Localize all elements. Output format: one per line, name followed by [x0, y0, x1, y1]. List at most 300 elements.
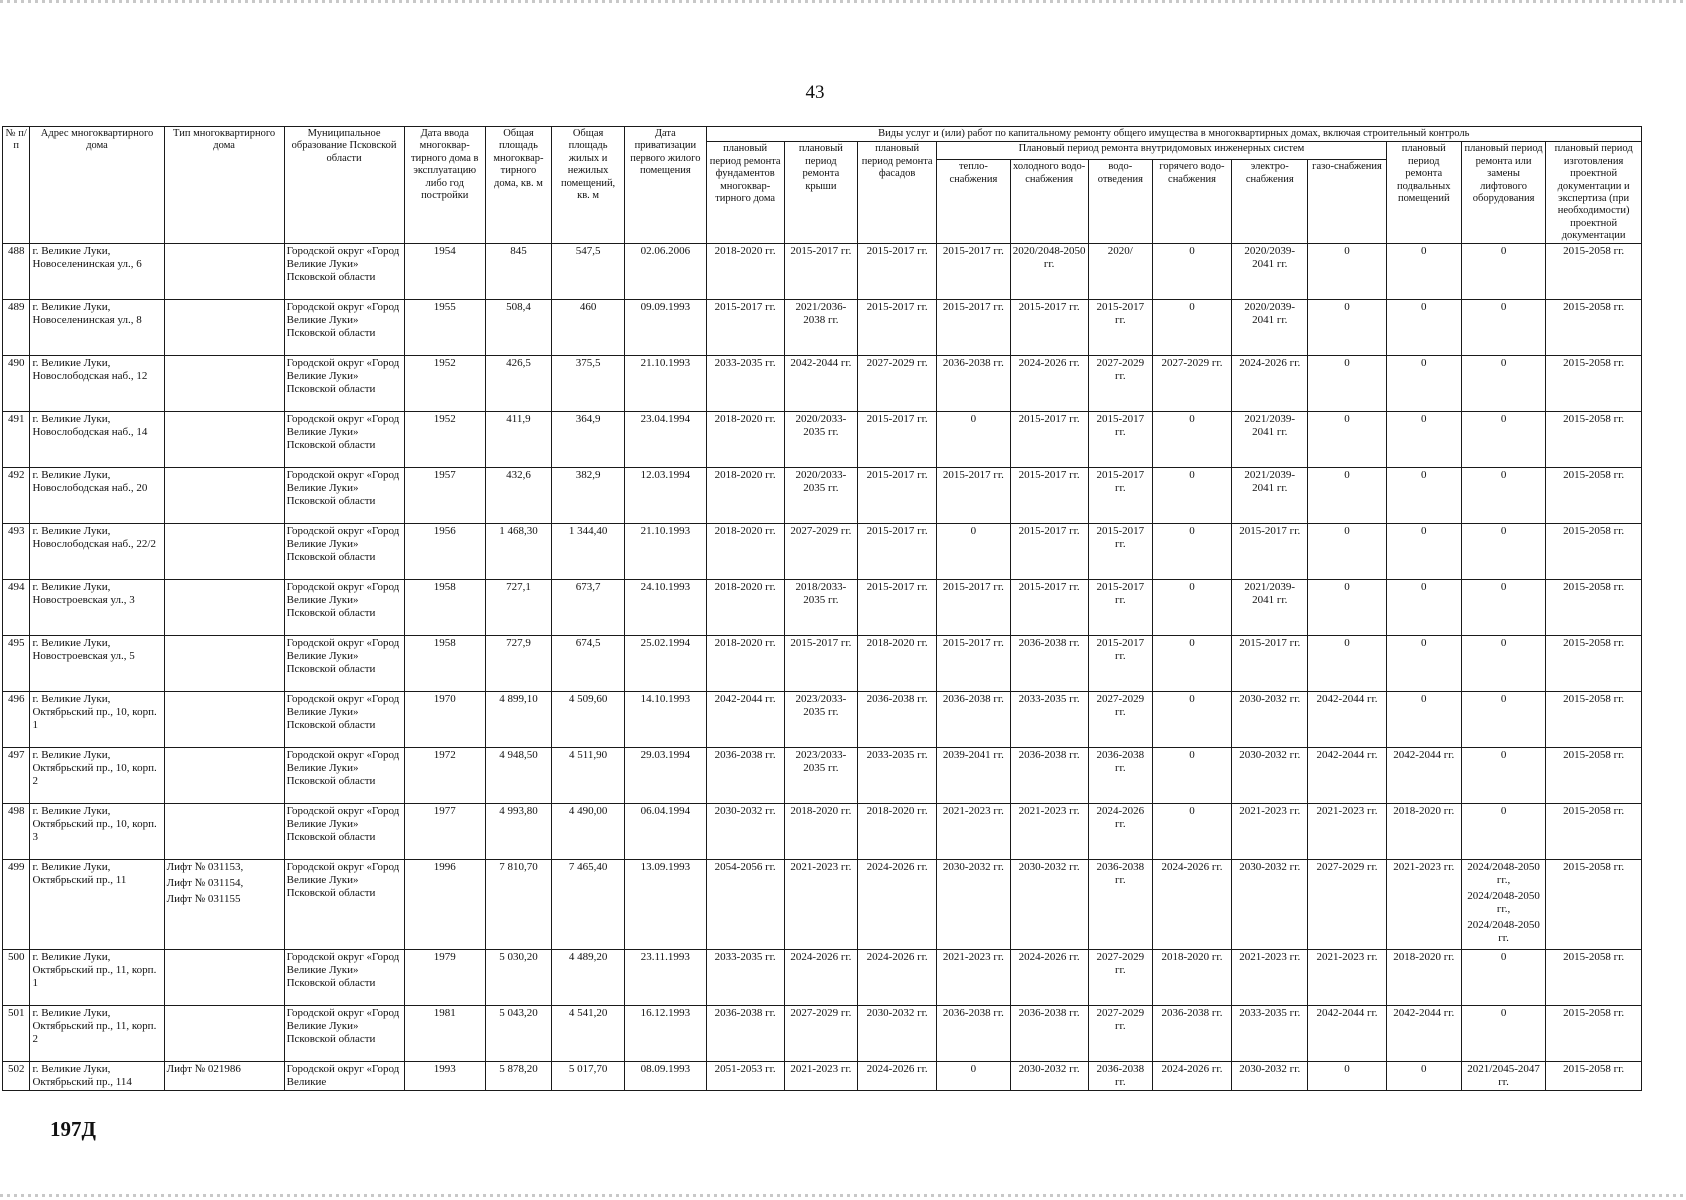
header-address: Адрес многоквартирного дома: [30, 127, 164, 244]
cell-sewer: 2015-2017 гг.: [1088, 636, 1152, 692]
cell-cold-water: 2024-2026 гг.: [1010, 356, 1088, 412]
cell-electric: 2021/2039-2041 гг.: [1232, 468, 1308, 524]
header-sewer: водо-отведения: [1088, 160, 1152, 244]
cell-total-area: 727,9: [485, 636, 551, 692]
cell-electric: 2020/2039-2041 гг.: [1232, 300, 1308, 356]
table-row: [3, 804, 1642, 860]
cell-gas: 2027-2029 гг.: [1308, 860, 1386, 950]
cell-basement: 0: [1386, 580, 1461, 636]
cell-year: 1958: [404, 636, 485, 692]
cell-basement: 0: [1386, 1062, 1461, 1091]
cell-facade: 2018-2020 гг.: [858, 804, 937, 860]
cell-address: г. Великие Луки, Октябрьский пр., 11, корп. 2: [30, 1006, 164, 1062]
cell-gas: 2042-2044 гг.: [1308, 692, 1386, 748]
cell-foundation: 2030-2032 гг.: [706, 804, 784, 860]
cell-cold-water: 2021-2023 гг.: [1010, 804, 1088, 860]
cell-year: 1957: [404, 468, 485, 524]
cell-elevator: 0: [1461, 950, 1545, 1006]
cell-hot-water: 2027-2029 гг.: [1152, 356, 1231, 412]
cell-num: 495: [3, 636, 30, 692]
cell-hot-water: 0: [1152, 468, 1231, 524]
cell-facade: 2015-2017 гг.: [858, 580, 937, 636]
cell-total-area: 432,6: [485, 468, 551, 524]
cell-municipality: Городской округ «Город Великие Луки» Псковской области: [284, 748, 404, 804]
cell-foundation: 2018-2020 гг.: [706, 580, 784, 636]
cell-sewer: 2015-2017 гг.: [1088, 412, 1152, 468]
cell-facade: 2015-2017 гг.: [858, 412, 937, 468]
cell-cold-water: 2015-2017 гг.: [1010, 580, 1088, 636]
cell-address: г. Великие Луки, Октябрьский пр., 10, корп. 2: [30, 748, 164, 804]
cell-elevator: [1461, 860, 1545, 950]
header-systems-group: Плановый период ремонта внутридомовых инженерных систем: [937, 142, 1386, 160]
cell-municipality: Городской округ «Город Великие Луки» Псковской области: [284, 300, 404, 356]
cell-basement: 0: [1386, 300, 1461, 356]
cell-municipality: Городской округ «Город Великие Луки» Псковской области: [284, 412, 404, 468]
cell-foundation: 2054-2056 гг.: [706, 860, 784, 950]
cell-elevator: 0: [1461, 300, 1545, 356]
cell-year: 1979: [404, 950, 485, 1006]
cell-address: г. Великие Луки, Октябрьский пр., 114: [30, 1062, 164, 1091]
cell-sewer: 2015-2017 гг.: [1088, 300, 1152, 356]
cell-basement: 2018-2020 гг.: [1386, 950, 1461, 1006]
cell-roof: 2027-2029 гг.: [784, 1006, 857, 1062]
cell-num: 494: [3, 580, 30, 636]
cell-living-area: 674,5: [551, 636, 624, 692]
cell-hot-water: 2024-2026 гг.: [1152, 860, 1231, 950]
cell-hot-water: 0: [1152, 524, 1231, 580]
cell-type: [164, 356, 284, 412]
cell-hot-water: 0: [1152, 580, 1231, 636]
cell-year: 1970: [404, 692, 485, 748]
table-row: [3, 860, 1642, 950]
cell-address: г. Великие Луки, Новостроевская ул., 5: [30, 636, 164, 692]
cell-elevator: 0: [1461, 524, 1545, 580]
cell-living-area: 7 465,40: [551, 860, 624, 950]
cell-num: 490: [3, 356, 30, 412]
cell-electric: 2015-2017 гг.: [1232, 524, 1308, 580]
cell-cold-water: 2036-2038 гг.: [1010, 636, 1088, 692]
cell-type: [164, 468, 284, 524]
cell-gas: 0: [1308, 412, 1386, 468]
lift-entry: Лифт № 031155: [166, 893, 241, 906]
cell-design: 2015-2058 гг.: [1546, 300, 1642, 356]
cell-cold-water: 2024-2026 гг.: [1010, 950, 1088, 1006]
cell-roof: 2024-2026 гг.: [784, 950, 857, 1006]
cell-roof: 2020/2033-2035 гг.: [784, 412, 857, 468]
elevator-period: 2024/2048-2050 гг.: [1467, 919, 1540, 945]
cell-living-area: 382,9: [551, 468, 624, 524]
cell-address: г. Великие Луки, Новослободская наб., 14: [30, 412, 164, 468]
cell-total-area: 4 993,80: [485, 804, 551, 860]
cell-total-area: 4 899,10: [485, 692, 551, 748]
cell-year: 1952: [404, 412, 485, 468]
sheet-code: 197Д: [50, 1117, 96, 1141]
cell-gas: 2042-2044 гг.: [1308, 1006, 1386, 1062]
cell-address: г. Великие Луки, Октябрьский пр., 10, корп. 3: [30, 804, 164, 860]
cell-type: [164, 580, 284, 636]
header-type: Тип многоквартирного дома: [164, 127, 284, 244]
cell-living-area: 4 511,90: [551, 748, 624, 804]
cell-total-area: 5 030,20: [485, 950, 551, 1006]
cell-type: [164, 748, 284, 804]
cell-elevator: 0: [1461, 1006, 1545, 1062]
cell-municipality: Городской округ «Город Великие: [284, 1062, 404, 1091]
cell-privatization: 24.10.1993: [625, 580, 706, 636]
cell-elevator: 0: [1461, 412, 1545, 468]
cell-design: 2015-2058 гг.: [1546, 524, 1642, 580]
cell-elevator: 0: [1461, 748, 1545, 804]
lift-entry: Лифт № 031153,: [166, 861, 244, 874]
cell-hot-water: 2024-2026 гг.: [1152, 1062, 1231, 1091]
cell-year: 1996: [404, 860, 485, 950]
header-commissioning: Дата ввода многоквар-тирного дома в эксплуатацию либо год постройки: [404, 127, 485, 244]
cell-num: 499: [3, 860, 30, 950]
cell-heat: 2015-2017 гг.: [937, 580, 1010, 636]
cell-roof: 2023/2033-2035 гг.: [784, 692, 857, 748]
cell-num: 492: [3, 468, 30, 524]
cell-sewer: 2015-2017 гг.: [1088, 468, 1152, 524]
cell-sewer: 2036-2038 гг.: [1088, 748, 1152, 804]
cell-num: 489: [3, 300, 30, 356]
cell-facade: 2018-2020 гг.: [858, 636, 937, 692]
header-gas: газо-снабжения: [1308, 160, 1386, 244]
table-row: [3, 468, 1642, 524]
cell-facade: 2027-2029 гг.: [858, 356, 937, 412]
cell-hot-water: 2018-2020 гг.: [1152, 950, 1231, 1006]
cell-facade: 2030-2032 гг.: [858, 1006, 937, 1062]
cell-sewer: 2027-2029 гг.: [1088, 1006, 1152, 1062]
cell-design: 2015-2058 гг.: [1546, 860, 1642, 950]
cell-privatization: 25.02.1994: [625, 636, 706, 692]
cell-design: 2015-2058 гг.: [1546, 748, 1642, 804]
cell-living-area: 547,5: [551, 244, 624, 300]
cell-basement: 2021-2023 гг.: [1386, 860, 1461, 950]
lift-entry: Лифт № 031154,: [166, 877, 244, 890]
cell-municipality: Городской округ «Город Великие Луки» Псковской области: [284, 524, 404, 580]
cell-living-area: 460: [551, 300, 624, 356]
cell-municipality: Городской округ «Город Великие Луки» Псковской области: [284, 636, 404, 692]
cell-num: 502: [3, 1062, 30, 1091]
cell-electric: 2030-2032 гг.: [1232, 1062, 1308, 1091]
cell-total-area: 5 043,20: [485, 1006, 551, 1062]
cell-type: [164, 860, 284, 950]
cell-heat: 2021-2023 гг.: [937, 950, 1010, 1006]
cell-basement: 0: [1386, 356, 1461, 412]
cell-heat: 2015-2017 гг.: [937, 300, 1010, 356]
cell-privatization: 13.09.1993: [625, 860, 706, 950]
cell-elevator: 0: [1461, 692, 1545, 748]
repair-schedule-table: [2, 126, 1642, 1091]
header-cold-water: холодного водо-снабжения: [1010, 160, 1088, 244]
cell-address: г. Великие Луки, Октябрьский пр., 10, корп. 1: [30, 692, 164, 748]
cell-electric: 2021/2039-2041 гг.: [1232, 580, 1308, 636]
cell-heat: 2015-2017 гг.: [937, 244, 1010, 300]
cell-electric: 2030-2032 гг.: [1232, 692, 1308, 748]
cell-foundation: 2018-2020 гг.: [706, 524, 784, 580]
cell-year: 1972: [404, 748, 485, 804]
header-total-area: Общая площадь многоквар-тирного дома, кв. м: [485, 127, 551, 244]
cell-year: 1958: [404, 580, 485, 636]
cell-facade: 2036-2038 гг.: [858, 692, 937, 748]
cell-living-area: 375,5: [551, 356, 624, 412]
cell-privatization: 02.06.2006: [625, 244, 706, 300]
cell-living-area: 4 489,20: [551, 950, 624, 1006]
cell-elevator: 0: [1461, 636, 1545, 692]
cell-type: [164, 412, 284, 468]
cell-electric: 2015-2017 гг.: [1232, 636, 1308, 692]
cell-foundation: 2033-2035 гг.: [706, 950, 784, 1006]
header-elevator: плановый период ремонта или замены лифтового оборудования: [1461, 142, 1545, 244]
cell-basement: 2018-2020 гг.: [1386, 804, 1461, 860]
cell-basement: 0: [1386, 636, 1461, 692]
cell-year: 1977: [404, 804, 485, 860]
cell-municipality: Городской округ «Город Великие Луки» Псковской области: [284, 692, 404, 748]
cell-heat: 2039-2041 гг.: [937, 748, 1010, 804]
cell-foundation: 2018-2020 гг.: [706, 244, 784, 300]
cell-cold-water: 2030-2032 гг.: [1010, 1062, 1088, 1091]
cell-cold-water: 2015-2017 гг.: [1010, 524, 1088, 580]
cell-year: 1954: [404, 244, 485, 300]
header-heat: тепло-снабжения: [937, 160, 1010, 244]
cell-type: [164, 804, 284, 860]
cell-design: 2015-2058 гг.: [1546, 1006, 1642, 1062]
cell-type: [164, 950, 284, 1006]
cell-heat: 2030-2032 гг.: [937, 860, 1010, 950]
cell-elevator: 0: [1461, 244, 1545, 300]
cell-roof: 2021-2023 гг.: [784, 860, 857, 950]
cell-foundation: 2015-2017 гг.: [706, 300, 784, 356]
cell-electric: 2020/2039-2041 гг.: [1232, 244, 1308, 300]
cell-basement: 2042-2044 гг.: [1386, 748, 1461, 804]
cell-municipality: Городской округ «Город Великие Луки» Псковской области: [284, 244, 404, 300]
cell-electric: 2033-2035 гг.: [1232, 1006, 1308, 1062]
cell-gas: 0: [1308, 524, 1386, 580]
cell-design: 2015-2058 гг.: [1546, 580, 1642, 636]
cell-address: г. Великие Луки, Новослободская наб., 22/2: [30, 524, 164, 580]
cell-total-area: 7 810,70: [485, 860, 551, 950]
cell-heat: 2015-2017 гг.: [937, 468, 1010, 524]
header-basement: плановый период ремонта подвальных помещений: [1386, 142, 1461, 244]
cell-gas: 0: [1308, 580, 1386, 636]
header-privatization: Дата приватизации первого жилого помещения: [625, 127, 706, 244]
table-row: [3, 412, 1642, 468]
cell-design: 2015-2058 гг.: [1546, 692, 1642, 748]
cell-sewer: 2020/: [1088, 244, 1152, 300]
cell-roof: 2021-2023 гг.: [784, 1062, 857, 1091]
cell-sewer: 2036-2038 гг.: [1088, 1062, 1152, 1091]
cell-cold-water: 2015-2017 гг.: [1010, 412, 1088, 468]
cell-elevator: 2021/2045-2047 гг.: [1461, 1062, 1545, 1091]
cell-address: г. Великие Луки, Новоселенинская ул., 6: [30, 244, 164, 300]
cell-design: 2015-2058 гг.: [1546, 636, 1642, 692]
cell-hot-water: 0: [1152, 244, 1231, 300]
cell-foundation: 2036-2038 гг.: [706, 748, 784, 804]
cell-basement: 0: [1386, 244, 1461, 300]
cell-sewer: 2027-2029 гг.: [1088, 692, 1152, 748]
table-row: [3, 950, 1642, 1006]
cell-roof: 2015-2017 гг.: [784, 244, 857, 300]
cell-design: 2015-2058 гг.: [1546, 950, 1642, 1006]
header-foundation: плановый период ремонта фундаментов многоквар-тирного дома: [706, 142, 784, 244]
cell-electric: 2021/2039-2041 гг.: [1232, 412, 1308, 468]
cell-privatization: 23.04.1994: [625, 412, 706, 468]
cell-basement: 0: [1386, 468, 1461, 524]
cell-year: 1952: [404, 356, 485, 412]
table-body: [3, 244, 1642, 1091]
cell-type: [164, 1006, 284, 1062]
cell-num: 500: [3, 950, 30, 1006]
cell-living-area: 4 490,00: [551, 804, 624, 860]
cell-total-area: 411,9: [485, 412, 551, 468]
cell-sewer: 2027-2029 гг.: [1088, 356, 1152, 412]
cell-total-area: 845: [485, 244, 551, 300]
header-living-area: Общая площадь жилых и нежилых помещений, кв. м: [551, 127, 624, 244]
cell-address: г. Великие Луки, Октябрьский пр., 11: [30, 860, 164, 950]
cell-address: г. Великие Луки, Новостроевская ул., 3: [30, 580, 164, 636]
cell-num: 497: [3, 748, 30, 804]
cell-privatization: 06.04.1994: [625, 804, 706, 860]
cell-municipality: Городской округ «Город Великие Луки» Псковской области: [284, 356, 404, 412]
table-row: [3, 524, 1642, 580]
cell-facade: 2024-2026 гг.: [858, 950, 937, 1006]
cell-basement: 0: [1386, 412, 1461, 468]
cell-municipality: Городской округ «Город Великие Луки» Псковской области: [284, 950, 404, 1006]
cell-elevator: 0: [1461, 356, 1545, 412]
cell-total-area: 426,5: [485, 356, 551, 412]
header-num: № п/п: [3, 127, 30, 244]
cell-type: [164, 692, 284, 748]
cell-privatization: 21.10.1993: [625, 356, 706, 412]
cell-living-area: 4 541,20: [551, 1006, 624, 1062]
cell-foundation: 2051-2053 гг.: [706, 1062, 784, 1091]
header-municipality: Муниципальное образование Псковской области: [284, 127, 404, 244]
cell-sewer: 2027-2029 гг.: [1088, 950, 1152, 1006]
elevator-period: 2024/2048-2050 гг.,: [1467, 861, 1540, 887]
cell-facade: 2015-2017 гг.: [858, 244, 937, 300]
cell-type: [164, 524, 284, 580]
cell-heat: 2036-2038 гг.: [937, 356, 1010, 412]
cell-hot-water: 0: [1152, 804, 1231, 860]
cell-roof: 2015-2017 гг.: [784, 636, 857, 692]
cell-hot-water: 0: [1152, 636, 1231, 692]
table-row: [3, 244, 1642, 300]
cell-total-area: 727,1: [485, 580, 551, 636]
cell-hot-water: 0: [1152, 692, 1231, 748]
cell-privatization: 14.10.1993: [625, 692, 706, 748]
cell-gas: 0: [1308, 636, 1386, 692]
table-row: [3, 1006, 1642, 1062]
header-works-group: Виды услуг и (или) работ по капитальному ремонту общего имущества в многоквартирных домах, включая строительный контроль: [706, 127, 1641, 142]
cell-foundation: 2018-2020 гг.: [706, 412, 784, 468]
header-facade: плановый период ремонта фасадов: [858, 142, 937, 244]
cell-year: 1981: [404, 1006, 485, 1062]
cell-elevator: 0: [1461, 468, 1545, 524]
cell-foundation: 2036-2038 гг.: [706, 1006, 784, 1062]
cell-foundation: 2018-2020 гг.: [706, 636, 784, 692]
table-row: [3, 692, 1642, 748]
cell-cold-water: 2036-2038 гг.: [1010, 748, 1088, 804]
cell-cold-water: 2020/2048-2050 гг.: [1010, 244, 1088, 300]
table-row: [3, 636, 1642, 692]
cell-elevator: 0: [1461, 804, 1545, 860]
cell-gas: 0: [1308, 244, 1386, 300]
cell-heat: 0: [937, 524, 1010, 580]
cell-hot-water: 0: [1152, 412, 1231, 468]
cell-cold-water: 2033-2035 гг.: [1010, 692, 1088, 748]
cell-privatization: 16.12.1993: [625, 1006, 706, 1062]
cell-heat: 2036-2038 гг.: [937, 692, 1010, 748]
cell-heat: 2036-2038 гг.: [937, 1006, 1010, 1062]
cell-living-area: 4 509,60: [551, 692, 624, 748]
cell-gas: 0: [1308, 300, 1386, 356]
cell-num: 501: [3, 1006, 30, 1062]
cell-facade: 2015-2017 гг.: [858, 524, 937, 580]
elevator-period: 2024/2048-2050 гг.,: [1467, 890, 1540, 916]
header-electric: электро-снабжения: [1232, 160, 1308, 244]
cell-total-area: 1 468,30: [485, 524, 551, 580]
cell-num: 496: [3, 692, 30, 748]
cell-design: 2015-2058 гг.: [1546, 244, 1642, 300]
header-design: плановый период изготовления проектной документации и экспертиза (при необходимости) проектной документации: [1546, 142, 1642, 244]
cell-year: 1955: [404, 300, 485, 356]
cell-hot-water: 2036-2038 гг.: [1152, 1006, 1231, 1062]
cell-facade: 2033-2035 гг.: [858, 748, 937, 804]
scan-edge-top: [0, 0, 1686, 3]
cell-gas: 2021-2023 гг.: [1308, 804, 1386, 860]
cell-basement: 0: [1386, 692, 1461, 748]
cell-gas: 0: [1308, 1062, 1386, 1091]
cell-gas: 0: [1308, 468, 1386, 524]
cell-municipality: Городской округ «Город Великие Луки» Псковской области: [284, 1006, 404, 1062]
cell-roof: 2018/2033-2035 гг.: [784, 580, 857, 636]
cell-design: 2015-2058 гг.: [1546, 468, 1642, 524]
cell-municipality: Городской округ «Город Великие Луки» Псковской области: [284, 860, 404, 950]
cell-roof: 2020/2033-2035 гг.: [784, 468, 857, 524]
cell-roof: 2018-2020 гг.: [784, 804, 857, 860]
cell-year: 1993: [404, 1062, 485, 1091]
cell-electric: 2024-2026 гг.: [1232, 356, 1308, 412]
cell-elevator: 0: [1461, 580, 1545, 636]
cell-roof: 2023/2033-2035 гг.: [784, 748, 857, 804]
cell-electric: 2021-2023 гг.: [1232, 950, 1308, 1006]
cell-cold-water: 2036-2038 гг.: [1010, 1006, 1088, 1062]
cell-hot-water: 0: [1152, 748, 1231, 804]
cell-roof: 2021/2036-2038 гг.: [784, 300, 857, 356]
cell-municipality: Городской округ «Город Великие Луки» Псковской области: [284, 468, 404, 524]
cell-type: [164, 636, 284, 692]
cell-design: 2015-2058 гг.: [1546, 412, 1642, 468]
cell-heat: 2021-2023 гг.: [937, 804, 1010, 860]
cell-sewer: 2024-2026 гг.: [1088, 804, 1152, 860]
table-row: [3, 356, 1642, 412]
cell-cold-water: 2015-2017 гг.: [1010, 300, 1088, 356]
cell-type: Лифт № 021986: [164, 1062, 284, 1091]
cell-privatization: 12.03.1994: [625, 468, 706, 524]
cell-roof: 2027-2029 гг.: [784, 524, 857, 580]
cell-year: 1956: [404, 524, 485, 580]
cell-type: [164, 300, 284, 356]
cell-hot-water: 0: [1152, 300, 1231, 356]
cell-gas: 0: [1308, 356, 1386, 412]
table-row: [3, 580, 1642, 636]
cell-heat: 0: [937, 1062, 1010, 1091]
cell-privatization: 21.10.1993: [625, 524, 706, 580]
table-row: [3, 748, 1642, 804]
table-header: [3, 127, 1642, 244]
cell-privatization: 08.09.1993: [625, 1062, 706, 1091]
cell-cold-water: 2030-2032 гг.: [1010, 860, 1088, 950]
cell-num: 488: [3, 244, 30, 300]
